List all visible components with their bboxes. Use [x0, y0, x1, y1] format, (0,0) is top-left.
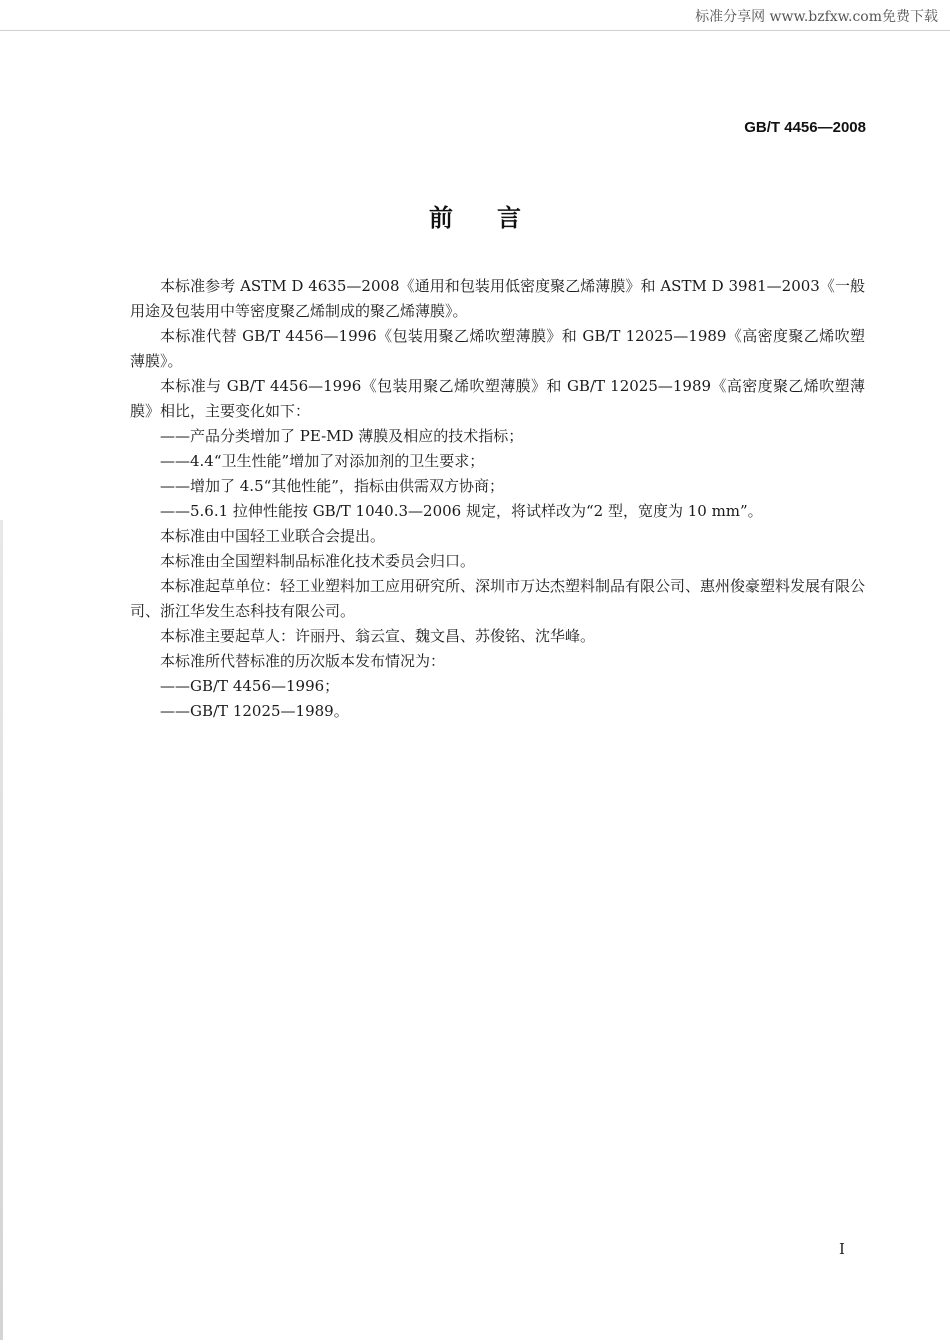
watermark-text: 标准分享网 www.bzfxw.com免费下载 — [695, 9, 938, 25]
paragraph-proposed-by: 本标准由中国轻工业联合会提出。 — [160, 527, 386, 545]
paragraph-centralized-by: 本标准由全国塑料制品标准化技术委员会归口。 — [160, 552, 476, 570]
paragraph-replaces: 本标准代替 GB/T 4456—1996《包装用聚乙烯吹塑薄膜》和 GB/T 12025—1989《高密度聚乙烯吹塑薄膜》。 — [130, 327, 865, 370]
history-item: ——GB/T 12025—1989。 — [160, 702, 349, 720]
page-title: 前言 — [429, 204, 565, 232]
change-item: ——4.4“卫生性能”增加了对添加剂的卫生要求； — [160, 452, 485, 470]
history-item: ——GB/T 4456—1996； — [160, 677, 340, 695]
paragraph-drafting-units: 本标准起草单位：轻工业塑料加工应用研究所、深圳市万达杰塑料制品有限公司、惠州俊豪塑料发展有限公司、浙江华发生态科技有限公司。 — [130, 577, 866, 620]
change-item: ——产品分类增加了 PE-MD 薄膜及相应的技术指标； — [160, 427, 524, 445]
paragraph-drafters: 本标准主要起草人：许丽丹、翁云宣、魏文昌、苏俊铭、沈华峰。 — [160, 627, 596, 645]
paragraph-reference: 本标准参考 ASTM D 4635—2008《通用和包装用低密度聚乙烯薄膜》和 ASTM D 3981—2003《一般用途及包装用中等密度聚乙烯制成的聚乙烯薄膜》。 — [130, 277, 865, 320]
scan-edge-shadow — [0, 520, 3, 1340]
change-item: ——增加了 4.5“其他性能”，指标由供需双方协商； — [160, 477, 504, 495]
foreword-body — [130, 274, 865, 724]
paragraph-history-intro: 本标准所代替标准的历次版本发布情况为： — [160, 652, 446, 670]
top-bar — [0, 0, 950, 31]
paragraph-changes-intro: 本标准与 GB/T 4456—1996《包装用聚乙烯吹塑薄膜》和 GB/T 12025—1989《高密度聚乙烯吹塑薄膜》相比，主要变化如下： — [130, 377, 865, 420]
change-item: ——5.6.1 拉伸性能按 GB/T 1040.3—2006 规定，将试样改为“2 型，宽度为 10 mm”。 — [160, 502, 763, 520]
page-number: I — [839, 1240, 845, 1258]
standard-code: GB/T 4456—2008 — [744, 119, 866, 136]
